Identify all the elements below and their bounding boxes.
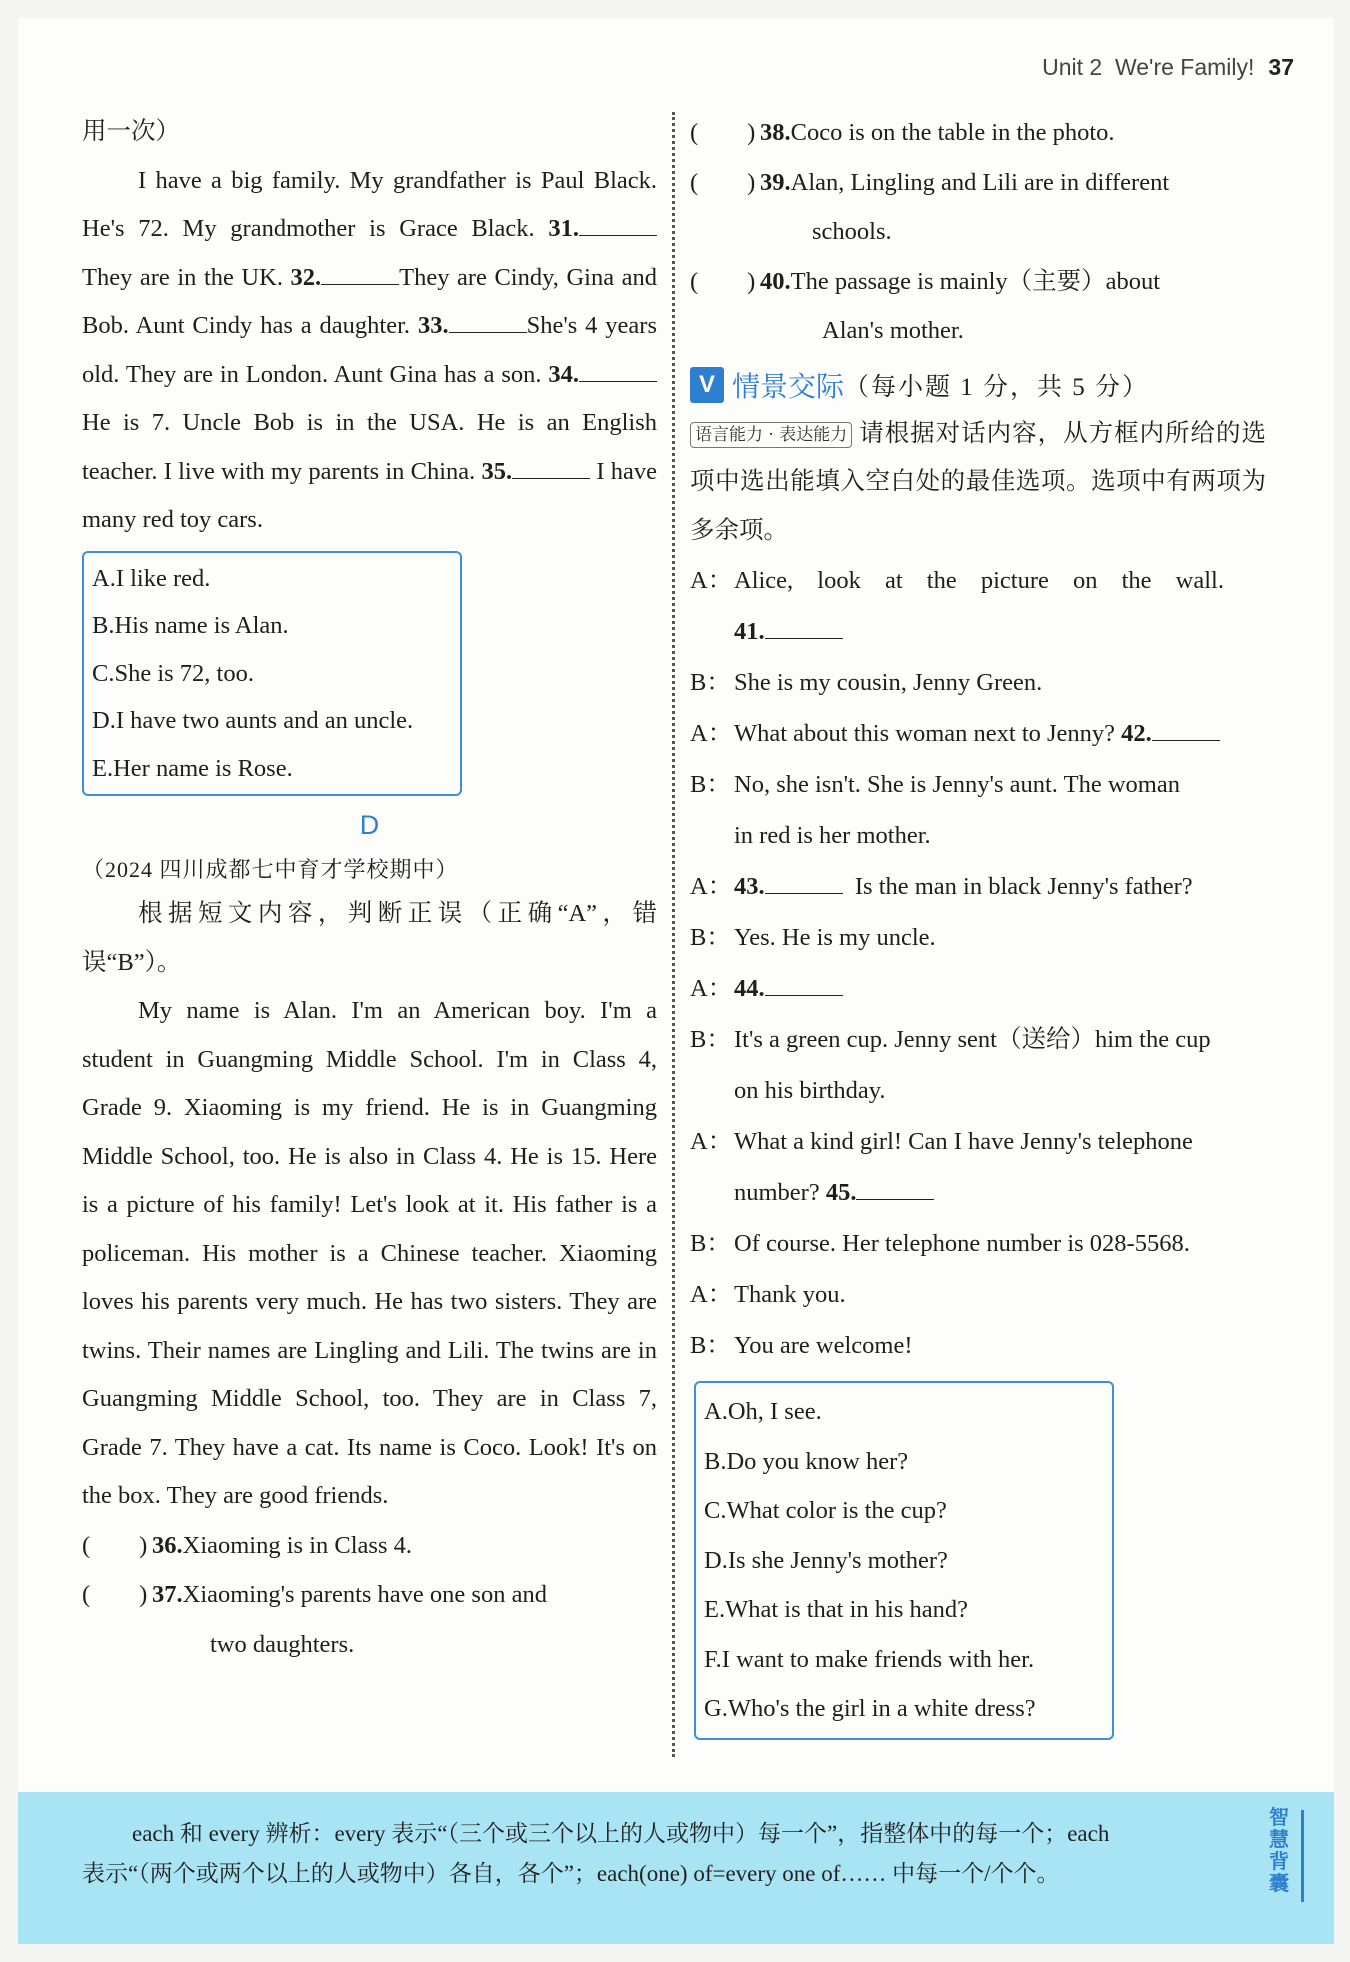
- option-item: C.She is 72, too.: [92, 659, 254, 687]
- blank-31[interactable]: [579, 215, 657, 236]
- dialog-line-11: A： Thank you.: [690, 1281, 846, 1308]
- section-number-badge: V: [690, 367, 724, 403]
- option-item: E.Her name is Rose.: [92, 754, 293, 782]
- dialog-line-1-blank: 41.: [690, 606, 1266, 657]
- section-points: （每小题 1 分，共 5 分）: [844, 373, 1150, 401]
- option-item: E.What is that in his hand?: [704, 1596, 968, 1623]
- blank-42[interactable]: [1152, 720, 1220, 741]
- options-box-v: [694, 1381, 1114, 1740]
- tip-banner: [18, 1792, 1334, 1944]
- question-40: ( ) 40.The passage is mainly（主要）about: [690, 257, 1266, 307]
- answer-paren[interactable]: ( ): [82, 1581, 148, 1608]
- question-38: ( ) 38.Coco is on the table in the photo.: [690, 108, 1266, 158]
- question-37: ( ) 37.Xiaoming's parents have one son and: [82, 1570, 657, 1620]
- answer-paren[interactable]: ( ): [690, 168, 756, 196]
- option-item: D.I have two aunts and an uncle.: [92, 707, 414, 734]
- dialog-line-7: A： 44.: [690, 963, 1266, 1014]
- question-39-cont: schools.: [812, 218, 892, 245]
- blank-41[interactable]: [765, 618, 843, 639]
- dialog-line-9-cont: number? 45.: [690, 1167, 1266, 1218]
- instruction-d: 根据短文内容，判断正误（正确“A”，错误“B”）。: [82, 900, 657, 976]
- skill-tag: 语言能力 · 表达能力: [690, 422, 852, 448]
- passage-c: I have a big family. My grandfather is Paul Black. He's 72. My grandmother is Grace Black. 31. They are in the UK. 32. They are Cindy, Gina and Bob. Aunt Cindy has a daughter. 33. She's 4 years old. They are in London. Aunt Gina has a son. 34.He is 7. Uncle Bob is in the USA. He is an English teacher. I live with my parents in China. 35. I have many red toy cars.: [82, 166, 657, 533]
- blank-32[interactable]: [321, 264, 399, 285]
- dialog-line-2: B： She is my cousin, Jenny Green.: [690, 669, 1043, 696]
- blank-45[interactable]: [856, 1179, 934, 1200]
- continued-line: 用一次）: [82, 118, 180, 145]
- answer-paren[interactable]: ( ): [690, 119, 756, 146]
- section-d-heading: D: [359, 810, 380, 840]
- dialogue: [690, 555, 1266, 1371]
- tip-side-bar: [1301, 1810, 1304, 1902]
- unit-title: We're Family!: [1114, 54, 1255, 80]
- option-item: B.His name is Alan.: [92, 612, 289, 639]
- section-title: 情景交际: [732, 369, 845, 403]
- answer-paren[interactable]: ( ): [690, 267, 756, 295]
- options-box-c: [82, 551, 462, 797]
- source-note: （2024 四川成都七中育才学校期中）: [82, 857, 459, 882]
- section-v-heading: [690, 360, 1266, 410]
- column-divider: [672, 112, 675, 1757]
- question-40-cont: Alan's mother.: [822, 317, 964, 344]
- option-item: G.Who's the girl in a white dress?: [704, 1695, 1036, 1722]
- page-header: [1042, 54, 1294, 81]
- option-item: A.Oh, I see.: [704, 1398, 822, 1425]
- question-37-cont: two daughters.: [210, 1630, 355, 1658]
- dialog-line-4: B： No, she isn't. She is Jenny's aunt. The woman: [690, 771, 1180, 798]
- option-item: B.Do you know her?: [704, 1447, 909, 1475]
- question-list-right: [690, 108, 1266, 356]
- question-list-left: [82, 1521, 657, 1670]
- blank-33[interactable]: [449, 312, 527, 333]
- blank-43[interactable]: [765, 873, 843, 894]
- dialog-line-1: A： Alice, look at the picture on the wall.: [690, 567, 1224, 594]
- page-number: 37: [1268, 54, 1294, 80]
- dialog-line-8-cont: on his birthday.: [734, 1077, 886, 1104]
- dialog-line-4-cont: in red is her mother.: [734, 822, 931, 849]
- blank-44[interactable]: [765, 975, 843, 996]
- dialog-line-6: B： Yes. He is my uncle.: [690, 924, 936, 951]
- unit-label: Unit 2: [1042, 54, 1103, 80]
- dialog-line-10: B： Of course. Her telephone number is 028-5568.: [690, 1230, 1190, 1257]
- question-39: ( ) 39.Alan, Lingling and Lili are in different: [690, 158, 1266, 208]
- instruction-v: 语言能力 · 表达能力 请根据对话内容，从方框内所给的选项中选出能填入空白处的最佳选项。选项中有两项为多余项。: [690, 419, 1266, 544]
- passage-d: My name is Alan. I'm an American boy. I'm a student in Guangming Middle School. I'm in Class 4, Grade 9. Xiaoming is my friend. He is in Guangming Middle School, too. He is also in Class 4. He is 15. Here is a picture of his family! Let's look at it. His father is a policeman. His mother is a Chinese teacher. Xiaoming loves his parents very much. He has two sisters. They are twins. Their names are Lingling and Lili. The twins are in Guangming Middle School, too. They are in Class 7, Grade 7. They have a cat. Its name is Coco. Look! It's on the box. They are good friends.: [82, 997, 657, 1509]
- dialog-line-8: B： It's a green cup. Jenny sent（送给）him the cup: [690, 1026, 1211, 1053]
- tip-text: each 和 every 辨析：every 表示“（三个或三个以上的人或物中）每一个”，指整体中的每一个；each 表示“（两个或两个以上的人或物中）各自，各个”；each(one) of=every one of…… 中每一个/个个。: [82, 1821, 1110, 1886]
- dialog-line-9: A： What a kind girl! Can I have Jenny's telephone: [690, 1128, 1193, 1155]
- dialog-line-3: A： What about this woman next to Jenny? 42.: [690, 708, 1266, 759]
- dialog-line-12: B： You are welcome!: [690, 1332, 913, 1359]
- tip-side-label: 智慧背囊: [1269, 1805, 1289, 1895]
- option-item: F.I want to make friends with her.: [704, 1645, 1035, 1673]
- option-item: A.I like red.: [92, 564, 211, 592]
- dialog-line-5: A： 43. Is the man in black Jenny's father?: [690, 873, 1193, 900]
- left-column: [82, 108, 657, 1669]
- right-column: [690, 108, 1266, 1740]
- option-item: C.What color is the cup?: [704, 1497, 947, 1524]
- question-36: ( ) 36.Xiaoming is in Class 4.: [82, 1521, 657, 1571]
- answer-paren[interactable]: ( ): [82, 1531, 148, 1559]
- option-item: D.Is she Jenny's mother?: [704, 1546, 948, 1574]
- blank-35[interactable]: [512, 458, 590, 479]
- blank-34[interactable]: [579, 361, 657, 382]
